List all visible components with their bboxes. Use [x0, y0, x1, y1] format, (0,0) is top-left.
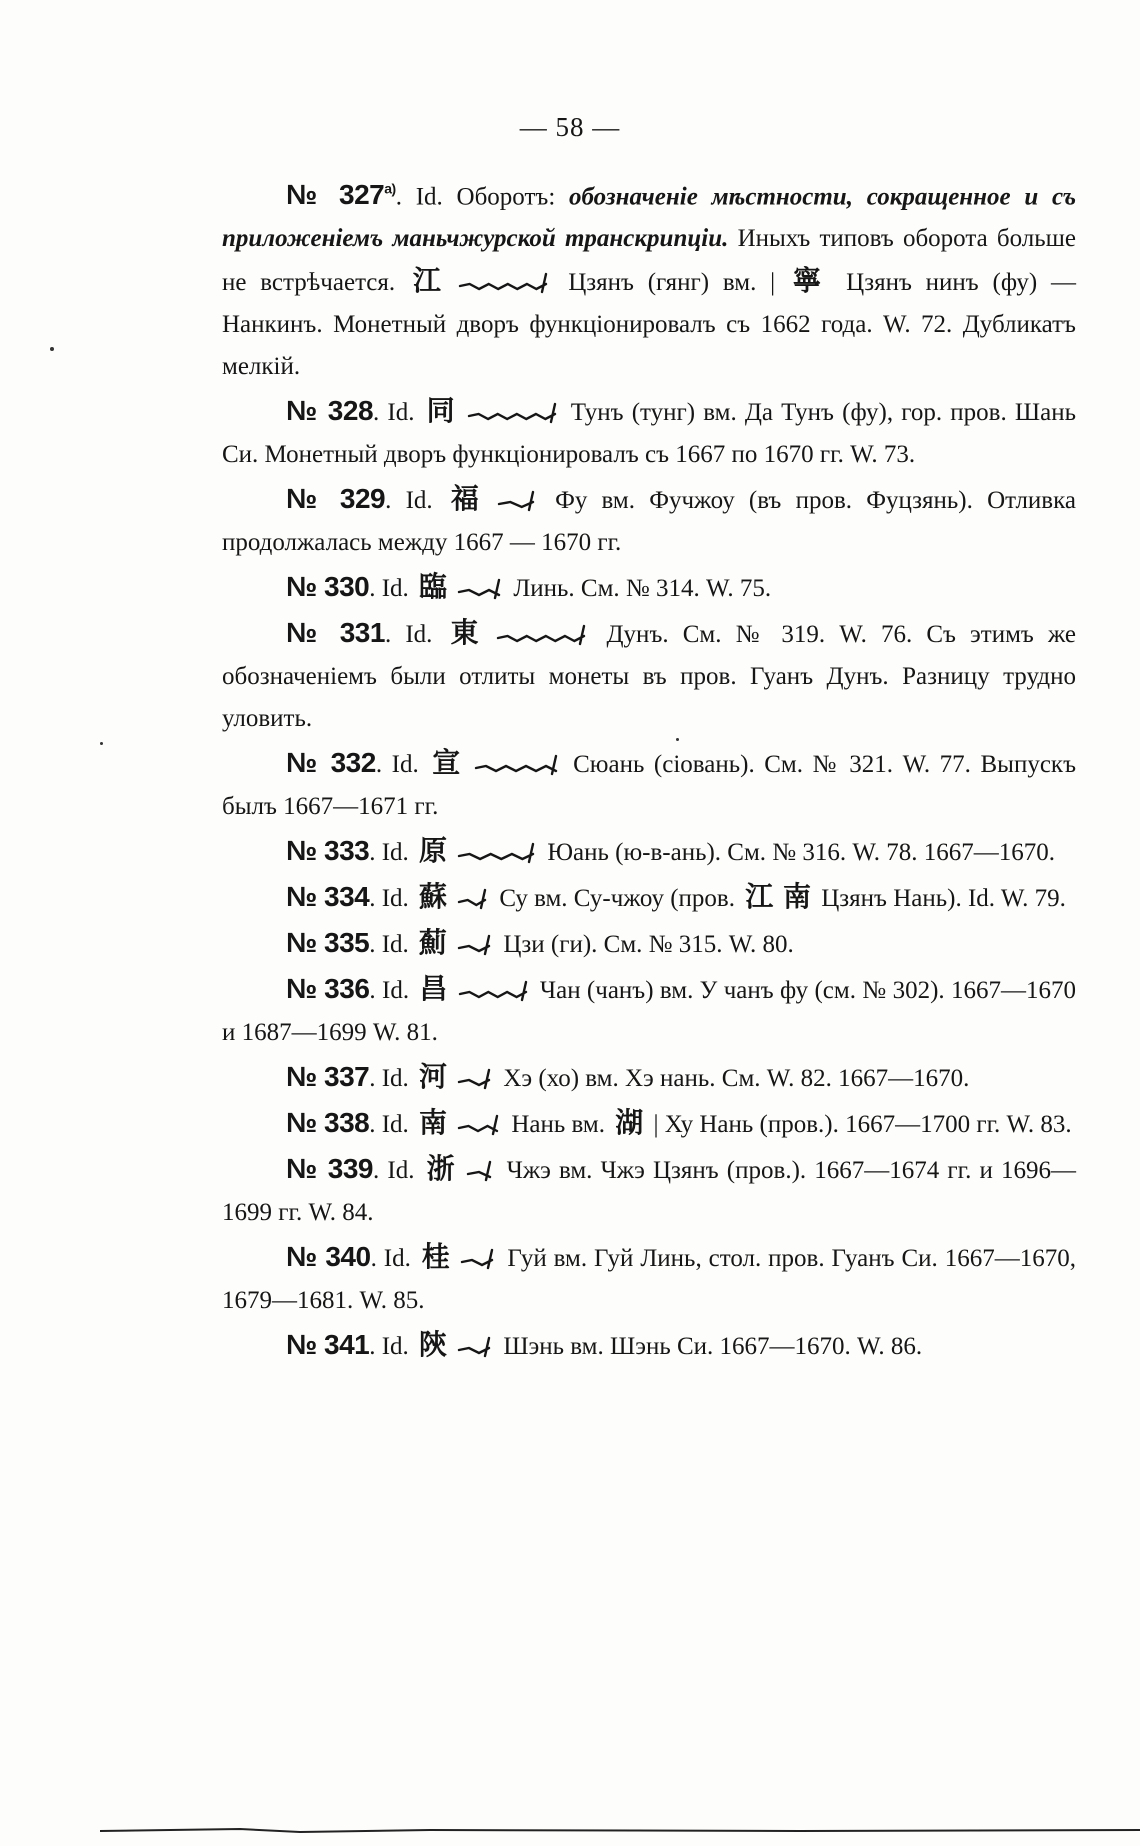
entry-text: . Id.: [369, 885, 416, 913]
entry-number: № 340: [286, 1241, 371, 1273]
entry-text: Су вм. Су-чжоу (пров.: [493, 885, 742, 913]
manchu-script-glyph: [457, 1066, 491, 1096]
catalog-entry: [222, 390, 1076, 476]
scan-edge-rule: [100, 1826, 1140, 1834]
chinese-character: 薊: [419, 926, 448, 960]
entry-text: . Id.: [370, 1245, 418, 1273]
manchu-script-glyph: [460, 1246, 494, 1276]
entry-text: Гуй вм. Гуй Линь, стол. пров. Гуанъ Си. 1667—1670, 1679—1681. W. 85.: [222, 1245, 1076, 1315]
entry-number: № 341: [286, 1329, 370, 1361]
chinese-character: 桂: [421, 1240, 451, 1274]
chinese-character: 昌: [419, 972, 448, 1006]
entry-number: № 329: [286, 483, 386, 515]
chinese-character: 宣: [432, 746, 464, 780]
catalog-text: [222, 168, 1076, 1370]
manchu-script-glyph: [457, 932, 491, 962]
entry-text: . Id.: [369, 1065, 416, 1093]
entry-text: Цзянъ Нань). Id. W. 79.: [814, 885, 1066, 913]
manchu-script-glyph: [497, 488, 535, 518]
catalog-entry: [222, 1102, 1076, 1146]
chinese-character: 福: [450, 482, 487, 516]
chinese-character: 南: [419, 1106, 448, 1140]
entry-text: . Id.: [369, 977, 416, 1005]
scan-speck: [50, 347, 54, 351]
catalog-entry: [222, 876, 1076, 920]
entry-text: Чан (чанъ) вм. У чанъ фу (см. № 302). 1667—1670 и 1687—1699 W. 81.: [222, 977, 1076, 1047]
catalog-entry: [222, 922, 1076, 966]
entry-text: Цзянъ нинъ (фу) — Нанкинъ. Монетный дворъ функціонировалъ съ 1662 года. W. 72. Дубликатъ мелкій.: [222, 269, 1076, 381]
entry-text: Линь. См. № 314. W. 75.: [507, 575, 772, 603]
manchu-script-glyph: [458, 978, 528, 1008]
chinese-character: 江: [412, 264, 449, 298]
chinese-character: 河: [419, 1060, 448, 1094]
entry-number: № 334: [286, 881, 370, 913]
manchu-script-glyph: [457, 1112, 499, 1142]
entry-text: . Id.: [372, 1157, 423, 1185]
entry-number: № 331: [286, 617, 385, 649]
italic-phrase: обозначеніе мѣстности, сокращенное и съ приложеніемъ маньчжурской транскрипціи.: [222, 183, 1076, 253]
entry-number: № 333: [286, 835, 370, 867]
entry-text: Цзи (ги). См. № 315. W. 80.: [497, 931, 794, 959]
entry-text: Сюань (сіовань). См. № 321. W. 77. Выпускъ былъ 1667—1671 гг.: [222, 751, 1076, 821]
scan-speck: [676, 738, 679, 741]
chinese-character: 東: [450, 616, 487, 650]
chinese-character: 江 南: [745, 880, 811, 914]
catalog-entry: [222, 566, 1076, 610]
manchu-script-glyph: [457, 886, 487, 916]
catalog-entry: [222, 1236, 1076, 1322]
entry-text: Чжэ вм. Чжэ Цзянъ (пров.). 1667—1674 гг. и 1696—1699 гг. W. 84.: [222, 1157, 1076, 1227]
entry-number: № 339: [286, 1153, 373, 1185]
entry-text: . Id.: [369, 1111, 416, 1139]
entry-number: № 330: [286, 571, 370, 603]
catalog-entry: [222, 1056, 1076, 1100]
manchu-script-glyph: [457, 576, 501, 606]
catalog-entry: [222, 478, 1076, 564]
entry-text: . Id. Оборотъ:: [395, 183, 570, 211]
entry-text: | Ху Нань (пров.). 1667—1700 гг. W. 83.: [647, 1111, 1072, 1139]
entry-number: № $327^{а)}$: [286, 179, 396, 211]
entry-text: . Id.: [375, 751, 429, 779]
entry-number: № 338: [286, 1107, 370, 1139]
entry-text: . Id.: [373, 399, 423, 427]
page-number: — 58 —: [519, 112, 621, 142]
manchu-script-glyph: [457, 1334, 491, 1364]
entry-text: Тунъ (тунг) вм. Да Тунъ (фу), гор. пров. Шань Си. Монетный дворъ функціонировалъ съ 1667 по 1670 гг. W. 73.: [222, 399, 1076, 469]
entry-text: Шэнь вм. Шэнь Си. 1667—1670. W. 86.: [497, 1333, 923, 1361]
chinese-character: 浙: [426, 1152, 457, 1186]
entry-number: № 336: [286, 973, 370, 1005]
chinese-character: 陝: [419, 1328, 448, 1362]
entry-text: . Id.: [369, 1333, 416, 1361]
entry-number: № 337: [286, 1061, 370, 1093]
entry-text: . Id.: [385, 487, 447, 515]
manchu-script-glyph: [474, 752, 558, 782]
entry-number: № 332: [286, 747, 376, 779]
entry-text: Цзянъ (гянг) вм. |: [554, 269, 789, 297]
entry-text: Иныхъ типовъ оборота больше не встрѣчается.: [222, 225, 1076, 297]
manchu-script-glyph: [496, 622, 586, 652]
entry-text: . Id.: [369, 931, 416, 959]
chinese-character: 湖: [615, 1106, 644, 1140]
catalog-entry: [222, 830, 1076, 874]
catalog-entry: [222, 968, 1076, 1054]
catalog-entry: [222, 1148, 1076, 1234]
entry-text: . Id.: [369, 839, 416, 867]
entry-number: № 328: [286, 395, 374, 427]
catalog-entry: [222, 1324, 1076, 1368]
catalog-entry: [222, 742, 1076, 828]
manchu-script-glyph: [457, 840, 535, 870]
entry-text: Хэ (хо) вм. Хэ нань. См. W. 82. 1667—1670.: [497, 1065, 970, 1093]
footnote-marker: а): [384, 181, 396, 197]
manchu-script-glyph: [458, 270, 548, 300]
chinese-character: 同: [426, 394, 457, 428]
chinese-character: 蘇: [419, 880, 448, 914]
entry-text: . Id.: [384, 621, 447, 649]
manchu-script-glyph: [466, 1158, 492, 1188]
entry-text: . Id.: [369, 575, 416, 603]
catalog-entry: [222, 168, 1076, 388]
chinese-character: 臨: [419, 570, 448, 604]
manchu-script-glyph: [467, 400, 557, 430]
entry-number: № 335: [286, 927, 370, 959]
catalog-entry: [222, 612, 1076, 740]
entry-text: Нань вм.: [505, 1111, 612, 1139]
entry-text: Юань (ю-в-ань). См. № 316. W. 78. 1667—1670.: [541, 839, 1055, 867]
entry-text: Дунъ. См. № 319. W. 76. Съ этимъ же обозначеніемъ были отлиты монеты въ пров. Гуанъ Дунъ. Разницу трудно уловить.: [222, 621, 1076, 733]
scan-speck: [100, 742, 103, 745]
entry-text: Фу вм. Фучжоу (въ пров. Фуцзянь). Отливка продолжалась между 1667 — 1670 гг.: [222, 487, 1076, 557]
chinese-character: 原: [419, 834, 448, 868]
chinese-character: 寧: [792, 264, 829, 298]
